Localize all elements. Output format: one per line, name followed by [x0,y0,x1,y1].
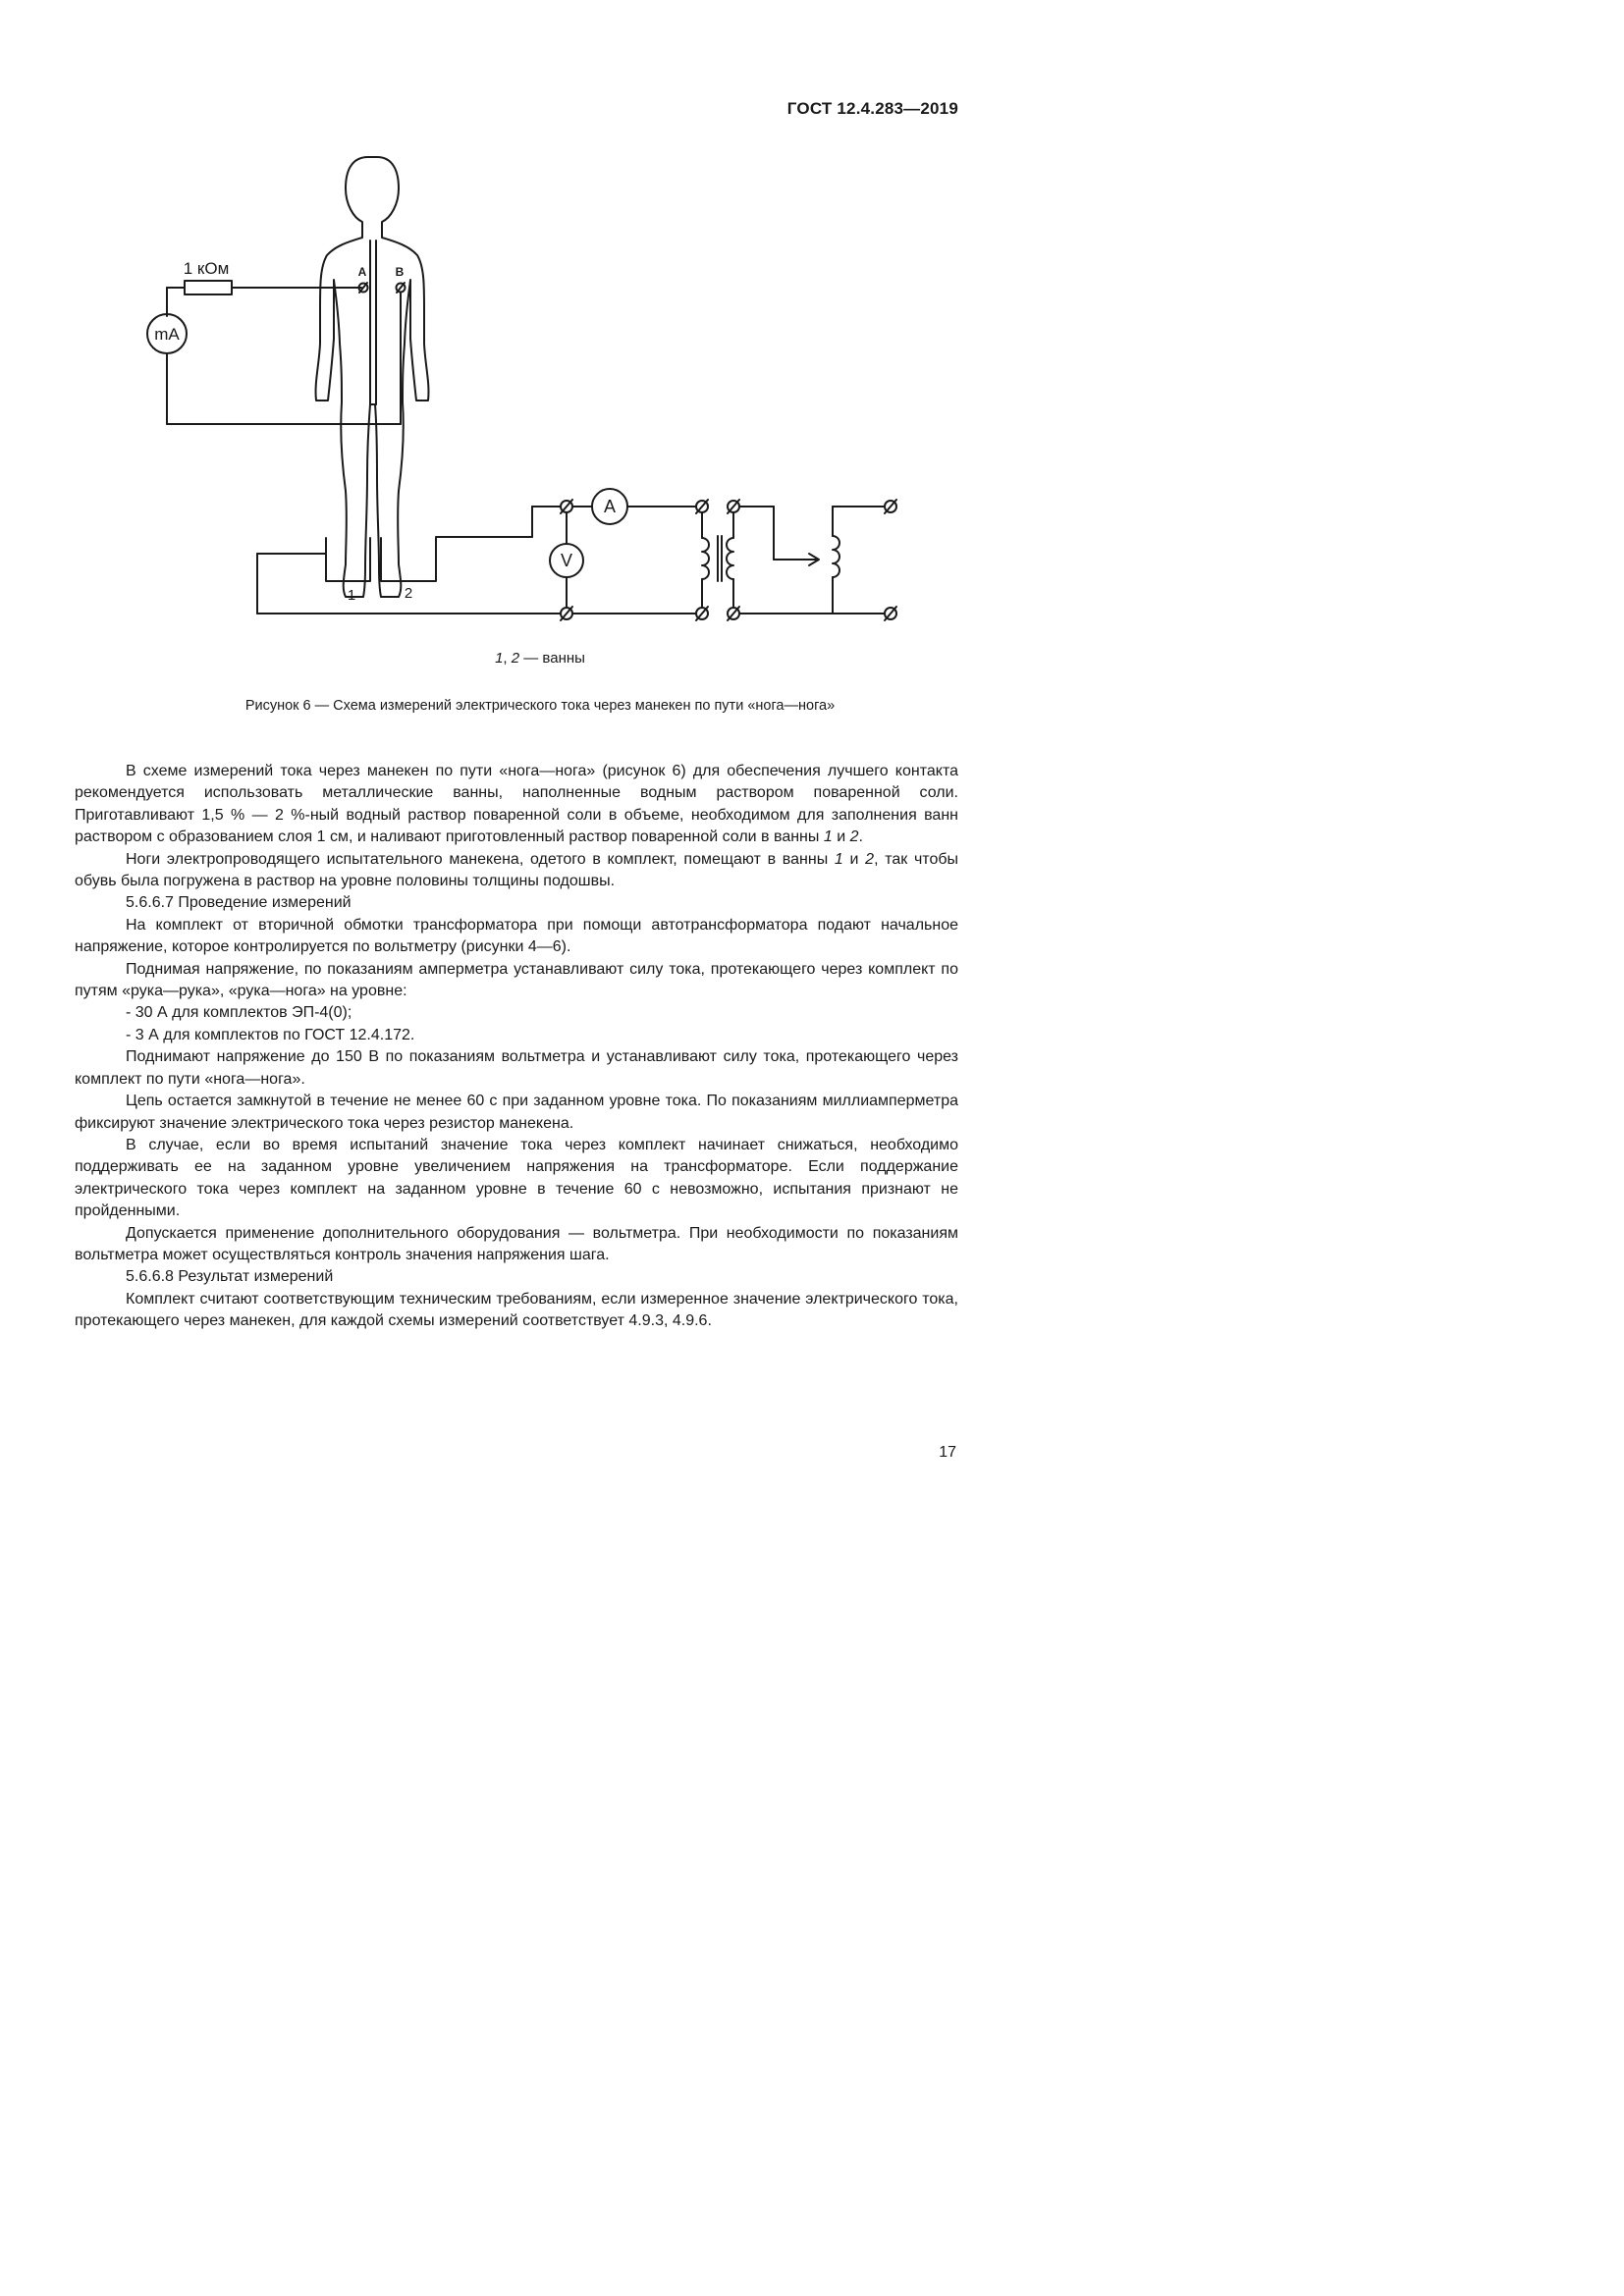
bath-number: 1 [823,828,833,846]
point-a-label: A [357,265,367,279]
paragraph-text: и [842,850,866,868]
bath-1-label: 1 [347,587,356,604]
document-header: ГОСТ 12.4.283—2019 [786,99,958,118]
paragraph: Цепь остается замкнутой в течение не менее 60 с при заданном уровне тока. По показаниям миллиамперметра фиксируют значение электрического тока через резистор манекена. [75,1093,958,1132]
paragraph: Комплект считают соответствующим техническим требованиям, если измеренное значение электрического тока, протекающего через манекен, для каждой схемы измерений соответствует 4.9.3, 4.9.6. [75,1290,958,1330]
legend-number-1: 1 [495,650,504,667]
paragraph: Поднимают напряжение до 150 В по показаниям вольтметра и устанавливают силу тока, протекающего через комплект по пути «нога—нога». [75,1048,958,1088]
milliammeter-label: mA [154,325,180,344]
legend-text: — ванны [519,650,585,667]
legend-number-2: 2 [511,650,520,667]
paragraph: Допускается применение дополнительного оборудования — вольтметра. При необходимости по показаниям вольтметра может осуществляться контроль значения напряжения шага. [75,1224,958,1263]
list-item: - 30 А для комплектов ЭП-4(0); [126,1004,352,1022]
mannequin-figure [316,157,429,597]
document-page [0,0,1080,1527]
baths [326,538,436,581]
ammeter-label: A [603,497,617,516]
autotransformer-winding [833,536,839,577]
bath-1 [326,538,370,581]
body-text [75,761,958,1333]
section-heading: 5.6.6.7 Проведение измерений [126,894,352,912]
paragraph [75,849,958,893]
paragraph-text: . [858,828,863,846]
figure-caption: Рисунок 6 — Схема измерений электрического тока через манекен по пути «нога—нога» [244,698,836,714]
transformer-winding-left [702,538,709,579]
point-b-label: B [395,265,405,279]
bath-2 [381,538,436,581]
transformer-winding-right [727,538,733,579]
circuit-diagram [118,147,923,638]
paragraph: Поднимая напряжение, по показаниям амперметра устанавливают силу тока, протекающего через комплект по путям «рука—рука», «рука—нога» на уровне: [75,960,958,1000]
paragraph-text: , так чтобы обувь была погружена в раствор на уровне половины толщины подошвы. [75,850,959,890]
list-item: - 3 А для комплектов по ГОСТ 12.4.172. [126,1026,415,1043]
milliammeter-loop [147,281,406,424]
voltmeter-label: V [560,551,573,570]
legend-separator: , [503,650,512,667]
paragraph-text: В схеме измерений тока через манекен по пути «нога—нога» (рисунок 6) для обеспечения лучшего контакта рекомендуется использовать металлические ванны, наполненные водным раствором поваренной соли. Приготавливают 1,5 % — 2 %-ный водный раствор поваренной соли в объеме, необходимом для заполнения ванн раствором с образованием слоя 1 см, и наливают приготовленный раствор поваренной соли в ванны [75,763,958,846]
mannequin-outline [316,157,429,597]
figure-legend [0,650,1080,667]
paragraph: На комплект от вторичной обмотки трансформатора при помощи автотрансформатора подают начальное напряжение, которое контролируется по вольтметру (рисунки 4—6). [75,916,958,956]
bath-number: 2 [849,828,859,846]
paragraph [75,761,958,849]
section-heading: 5.6.6.8 Результат измерений [126,1268,334,1286]
circuit-figure [118,147,923,638]
page-number: 17 [939,1444,956,1461]
paragraph: В случае, если во время испытаний значение тока через комплект начинает снижаться, необходимо поддерживать ее на заданном уровне увеличением напряжения на трансформаторе. Если поддержание электрического тока через комплект на заданном уровне в течение 60 с невозможно, испытания признают не пройденными. [75,1136,958,1220]
paragraph-text: и [832,828,850,846]
bath-number: 2 [865,850,875,868]
bath-2-label: 2 [404,585,413,602]
bath-number: 1 [834,850,843,868]
resistor [185,281,232,294]
resistor-label: 1 кОм [183,259,230,278]
paragraph-text: Ноги электропроводящего испытательного манекена, одетого в комплект, помещают в ванны [126,850,835,868]
